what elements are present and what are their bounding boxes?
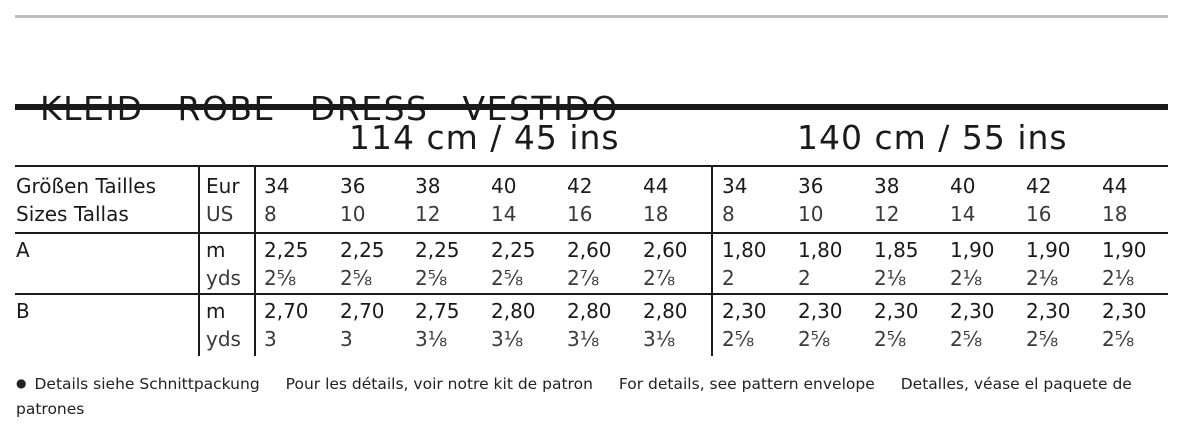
meters-value: 2,25 bbox=[340, 238, 385, 262]
meters-value: 1,90 bbox=[950, 238, 995, 262]
yards-value: 2⅞ bbox=[643, 266, 676, 290]
unit-column-divider bbox=[254, 166, 256, 356]
meters-value: 1,80 bbox=[722, 238, 767, 262]
eur-size: 40 bbox=[491, 174, 517, 198]
yards-value: 3⅛ bbox=[415, 327, 448, 351]
row-label: B bbox=[16, 299, 30, 323]
yards-value: 2⅝ bbox=[1102, 327, 1135, 351]
yards-value: 2⅝ bbox=[491, 266, 524, 290]
us-label: US bbox=[206, 202, 234, 226]
us-size: 8 bbox=[722, 202, 735, 226]
us-size: 16 bbox=[1026, 202, 1052, 226]
eur-size: 40 bbox=[950, 174, 976, 198]
header-divider bbox=[15, 165, 1168, 167]
eur-size: 34 bbox=[264, 174, 290, 198]
sizes-label-line2: Sizes Tallas bbox=[16, 202, 129, 226]
yards-value: 2⅝ bbox=[874, 327, 907, 351]
meters-value: 2,25 bbox=[264, 238, 309, 262]
footer-fr: Pour les détails, voir notre kit de patron bbox=[285, 375, 593, 393]
yards-value: 3⅛ bbox=[643, 327, 676, 351]
meters-value: 1,80 bbox=[798, 238, 843, 262]
us-size: 12 bbox=[874, 202, 900, 226]
footer-de: Details siehe Schnittpackung bbox=[34, 375, 260, 393]
yards-value: 3⅛ bbox=[491, 327, 524, 351]
title-divider bbox=[15, 104, 1168, 110]
yards-value: 2⅝ bbox=[415, 266, 448, 290]
unit-yds-label: yds bbox=[206, 266, 241, 290]
meters-value: 2,30 bbox=[722, 299, 767, 323]
yards-value: 2⅛ bbox=[950, 266, 983, 290]
us-size: 14 bbox=[491, 202, 517, 226]
meters-value: 2,60 bbox=[567, 238, 612, 262]
meters-value: 1,85 bbox=[874, 238, 919, 262]
meters-value: 2,80 bbox=[643, 299, 688, 323]
unit-m-label: m bbox=[206, 299, 226, 323]
meters-value: 2,70 bbox=[340, 299, 385, 323]
label-column-divider bbox=[198, 166, 200, 356]
meters-value: 1,90 bbox=[1026, 238, 1071, 262]
yards-value: 2 bbox=[798, 266, 811, 290]
unit-yds-label: yds bbox=[206, 327, 241, 351]
eur-size: 44 bbox=[643, 174, 669, 198]
eur-size: 36 bbox=[340, 174, 366, 198]
eur-size: 38 bbox=[415, 174, 441, 198]
meters-value: 2,75 bbox=[415, 299, 460, 323]
us-size: 16 bbox=[567, 202, 593, 226]
meters-value: 2,80 bbox=[567, 299, 612, 323]
yards-value: 2⅞ bbox=[567, 266, 600, 290]
fabric-width-114: 114 cm / 45 ins bbox=[349, 118, 620, 157]
us-size: 10 bbox=[798, 202, 824, 226]
us-size: 18 bbox=[1102, 202, 1128, 226]
us-size: 8 bbox=[264, 202, 277, 226]
us-size: 12 bbox=[415, 202, 441, 226]
us-size: 14 bbox=[950, 202, 976, 226]
yards-value: 2⅝ bbox=[1026, 327, 1059, 351]
footer-note bbox=[16, 371, 1146, 422]
yards-value: 3 bbox=[264, 327, 277, 351]
meters-value: 2,30 bbox=[950, 299, 995, 323]
meters-value: 2,25 bbox=[415, 238, 460, 262]
unit-m-label: m bbox=[206, 238, 226, 262]
eur-size: 42 bbox=[567, 174, 593, 198]
yards-value: 2⅛ bbox=[1026, 266, 1059, 290]
yards-value: 3⅛ bbox=[567, 327, 600, 351]
eur-label: Eur bbox=[206, 174, 240, 198]
eur-size: 44 bbox=[1102, 174, 1128, 198]
yards-value: 2⅝ bbox=[340, 266, 373, 290]
meters-value: 2,25 bbox=[491, 238, 536, 262]
meters-value: 2,30 bbox=[1026, 299, 1071, 323]
eur-size: 34 bbox=[722, 174, 748, 198]
yards-value: 2 bbox=[722, 266, 735, 290]
row-label: A bbox=[16, 238, 30, 262]
footer-en: For details, see pattern envelope bbox=[618, 375, 875, 393]
eur-size: 36 bbox=[798, 174, 824, 198]
meters-value: 2,30 bbox=[874, 299, 919, 323]
yards-value: 3 bbox=[340, 327, 353, 351]
eur-size: 38 bbox=[874, 174, 900, 198]
page-title bbox=[16, 50, 653, 128]
yards-value: 2⅝ bbox=[264, 266, 297, 290]
meters-value: 2,30 bbox=[1102, 299, 1147, 323]
yards-value: 2⅝ bbox=[798, 327, 831, 351]
meters-value: 2,70 bbox=[264, 299, 309, 323]
size-row-divider bbox=[15, 232, 1168, 234]
meters-value: 2,60 bbox=[643, 238, 688, 262]
row-a-divider bbox=[15, 293, 1168, 295]
meters-value: 2,80 bbox=[491, 299, 536, 323]
meters-value: 1,90 bbox=[1102, 238, 1147, 262]
yards-value: 2⅛ bbox=[1102, 266, 1135, 290]
meters-value: 2,30 bbox=[798, 299, 843, 323]
eur-size: 42 bbox=[1026, 174, 1052, 198]
yards-value: 2⅛ bbox=[874, 266, 907, 290]
yards-value: 2⅝ bbox=[722, 327, 755, 351]
us-size: 18 bbox=[643, 202, 669, 226]
sizes-label-line1: Größen Tailles bbox=[16, 174, 157, 198]
bullet-icon: ● bbox=[16, 376, 27, 390]
width-group-divider bbox=[711, 166, 713, 356]
top-divider bbox=[15, 15, 1168, 18]
us-size: 10 bbox=[340, 202, 366, 226]
footer-es: Detalles, véase el paquete de patrones bbox=[16, 375, 1132, 418]
yards-value: 2⅝ bbox=[950, 327, 983, 351]
fabric-width-140: 140 cm / 55 ins bbox=[797, 118, 1068, 157]
